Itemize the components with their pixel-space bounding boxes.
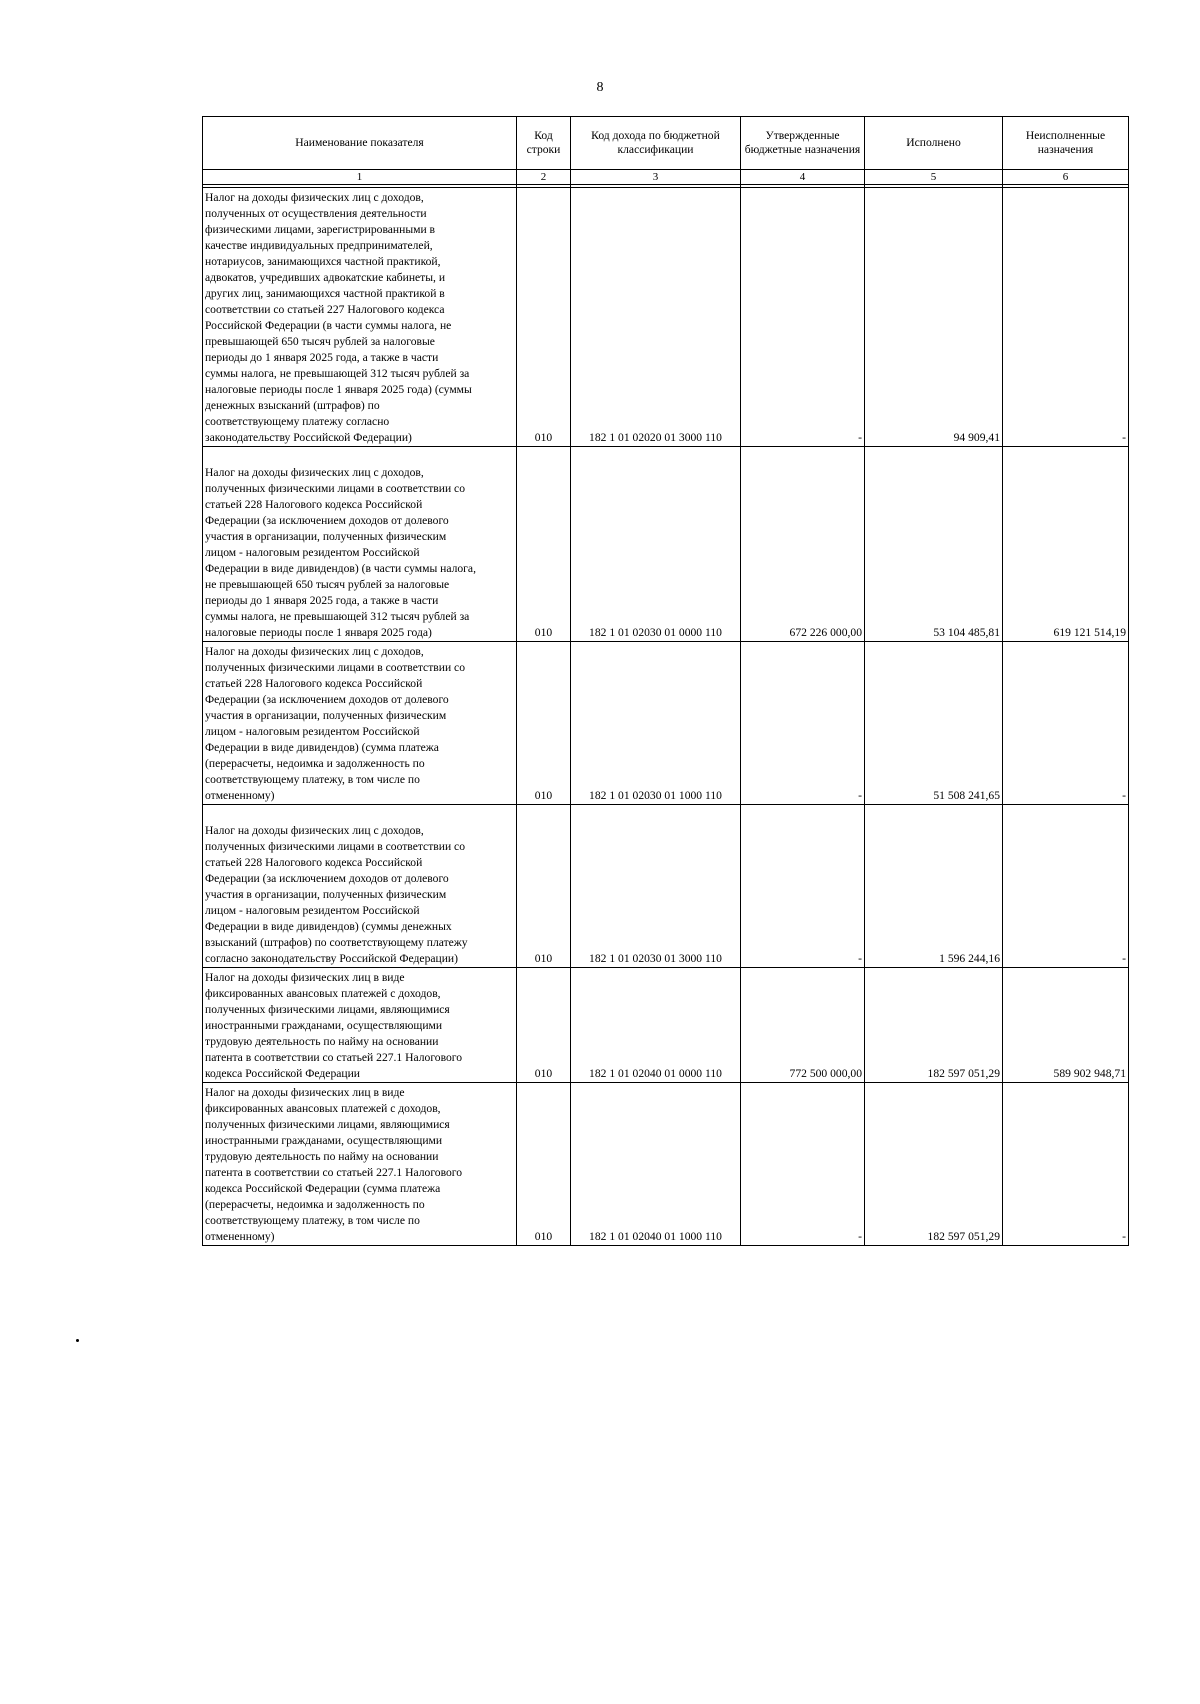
executed-amount: 94 909,41 <box>865 188 1003 447</box>
column-numbers-row <box>203 170 1129 185</box>
column-number: 3 <box>571 170 741 185</box>
page-number: 8 <box>596 80 604 95</box>
unexecuted-amount: - <box>1003 642 1129 805</box>
approved-amount: - <box>741 805 865 968</box>
header-line-code: Код строки <box>517 117 571 170</box>
line-code: 010 <box>517 805 571 968</box>
header-unexecuted: Неисполненные назначения <box>1003 117 1129 170</box>
executed-amount: 182 597 051,29 <box>865 1083 1003 1246</box>
table-row <box>203 642 1129 805</box>
approved-amount: - <box>741 642 865 805</box>
executed-amount: 1 596 244,16 <box>865 805 1003 968</box>
executed-amount: 182 597 051,29 <box>865 968 1003 1083</box>
header-executed: Исполнено <box>865 117 1003 170</box>
approved-amount: - <box>741 188 865 447</box>
income-code: 182 1 01 02040 01 0000 110 <box>571 968 741 1083</box>
scan-speck <box>76 1339 79 1342</box>
unexecuted-amount: - <box>1003 805 1129 968</box>
column-number: 5 <box>865 170 1003 185</box>
table-row <box>203 188 1129 447</box>
indicator-name: Налог на доходы физических лиц с доходов, полученных от осуществления деятельности физическими лицами, зарегистрированными в качестве индивидуальных предпринимателей, нотариусов, занимающихся частной практикой, адвокатов, учредивших адвокатские кабинеты, и других лиц, занимающихся частной практикой в соответствии со статьей 227 Налогового кодекса Российской Федерации (в части суммы налога, не превышающей 650 тысяч рублей за налоговые периоды до 1 января 2025 года, а также в части суммы налога, не превышающей 312 тысяч рублей за налоговые периоды после 1 января 2025 года) (суммы денежных взысканий (штрафов) по соответствующему платежу согласно законодательству Российской Федерации) <box>203 188 517 447</box>
indicator-name: Налог на доходы физических лиц в виде фиксированных авансовых платежей с доходов, полученных физическими лицами, являющимися иностранными гражданами, осуществляющими трудовую деятельность по найму на основании патента в соответствии со статьей 227.1 Налогового кодекса Российской Федерации (сумма платежа (перерасчеты, недоимка и задолженность по соответствующему платежу, в том числе по отмененному) <box>203 1083 517 1246</box>
indicator-name: Налог на доходы физических лиц с доходов, полученных физическими лицами в соответствии со статьей 228 Налогового кодекса Российской Федерации (за исключением доходов от долевого участия в организации, полученных физическим лицом - налоговым резидентом Российской Федерации в виде дивидендов) (в части суммы налога, не превышающей 650 тысяч рублей за налоговые периоды до 1 января 2025 года, а также в части суммы налога, не превышающей 312 тысяч рублей за налоговые периоды после 1 января 2025 года) <box>203 447 517 642</box>
unexecuted-amount: - <box>1003 1083 1129 1246</box>
unexecuted-amount: 619 121 514,19 <box>1003 447 1129 642</box>
unexecuted-amount: - <box>1003 188 1129 447</box>
column-number: 6 <box>1003 170 1129 185</box>
table-row <box>203 805 1129 968</box>
unexecuted-amount: 589 902 948,71 <box>1003 968 1129 1083</box>
executed-amount: 51 508 241,65 <box>865 642 1003 805</box>
indicator-name: Налог на доходы физических лиц с доходов, полученных физическими лицами в соответствии со статьей 228 Налогового кодекса Российской Федерации (за исключением доходов от долевого участия в организации, полученных физическим лицом - налоговым резидентом Российской Федерации в виде дивидендов) (сумма платежа (перерасчеты, недоимка и задолженность по соответствующему платежу, в том числе по отмененному) <box>203 642 517 805</box>
table-row <box>203 1083 1129 1246</box>
budget-execution-table <box>202 116 1129 1246</box>
approved-amount: 772 500 000,00 <box>741 968 865 1083</box>
line-code: 010 <box>517 447 571 642</box>
approved-amount: - <box>741 1083 865 1246</box>
line-code: 010 <box>517 642 571 805</box>
income-code: 182 1 01 02030 01 3000 110 <box>571 805 741 968</box>
header-approved: Утвержденные бюджетные назначения <box>741 117 865 170</box>
income-code: 182 1 01 02030 01 1000 110 <box>571 642 741 805</box>
line-code: 010 <box>517 968 571 1083</box>
income-code: 182 1 01 02030 01 0000 110 <box>571 447 741 642</box>
table-row <box>203 968 1129 1083</box>
income-code: 182 1 01 02040 01 1000 110 <box>571 1083 741 1246</box>
indicator-name: Налог на доходы физических лиц в виде фиксированных авансовых платежей с доходов, полученных физическими лицами, являющимися иностранными гражданами, осуществляющими трудовую деятельность по найму на основании патента в соответствии со статьей 227.1 Налогового кодекса Российской Федерации <box>203 968 517 1083</box>
table-row <box>203 447 1129 642</box>
column-number: 2 <box>517 170 571 185</box>
column-number: 1 <box>203 170 517 185</box>
executed-amount: 53 104 485,81 <box>865 447 1003 642</box>
table-header-row <box>203 117 1129 170</box>
income-code: 182 1 01 02020 01 3000 110 <box>571 188 741 447</box>
header-indicator-name: Наименование показателя <box>203 117 517 170</box>
indicator-name: Налог на доходы физических лиц с доходов, полученных физическими лицами в соответствии со статьей 228 Налогового кодекса Российской Федерации (за исключением доходов от долевого участия в организации, полученных физическим лицом - налоговым резидентом Российской Федерации в виде дивидендов) (суммы денежных взысканий (штрафов) по соответствующему платежу согласно законодательству Российской Федерации) <box>203 805 517 968</box>
header-income-code: Код дохода по бюджетной классификации <box>571 117 741 170</box>
column-number: 4 <box>741 170 865 185</box>
line-code: 010 <box>517 1083 571 1246</box>
approved-amount: 672 226 000,00 <box>741 447 865 642</box>
line-code: 010 <box>517 188 571 447</box>
